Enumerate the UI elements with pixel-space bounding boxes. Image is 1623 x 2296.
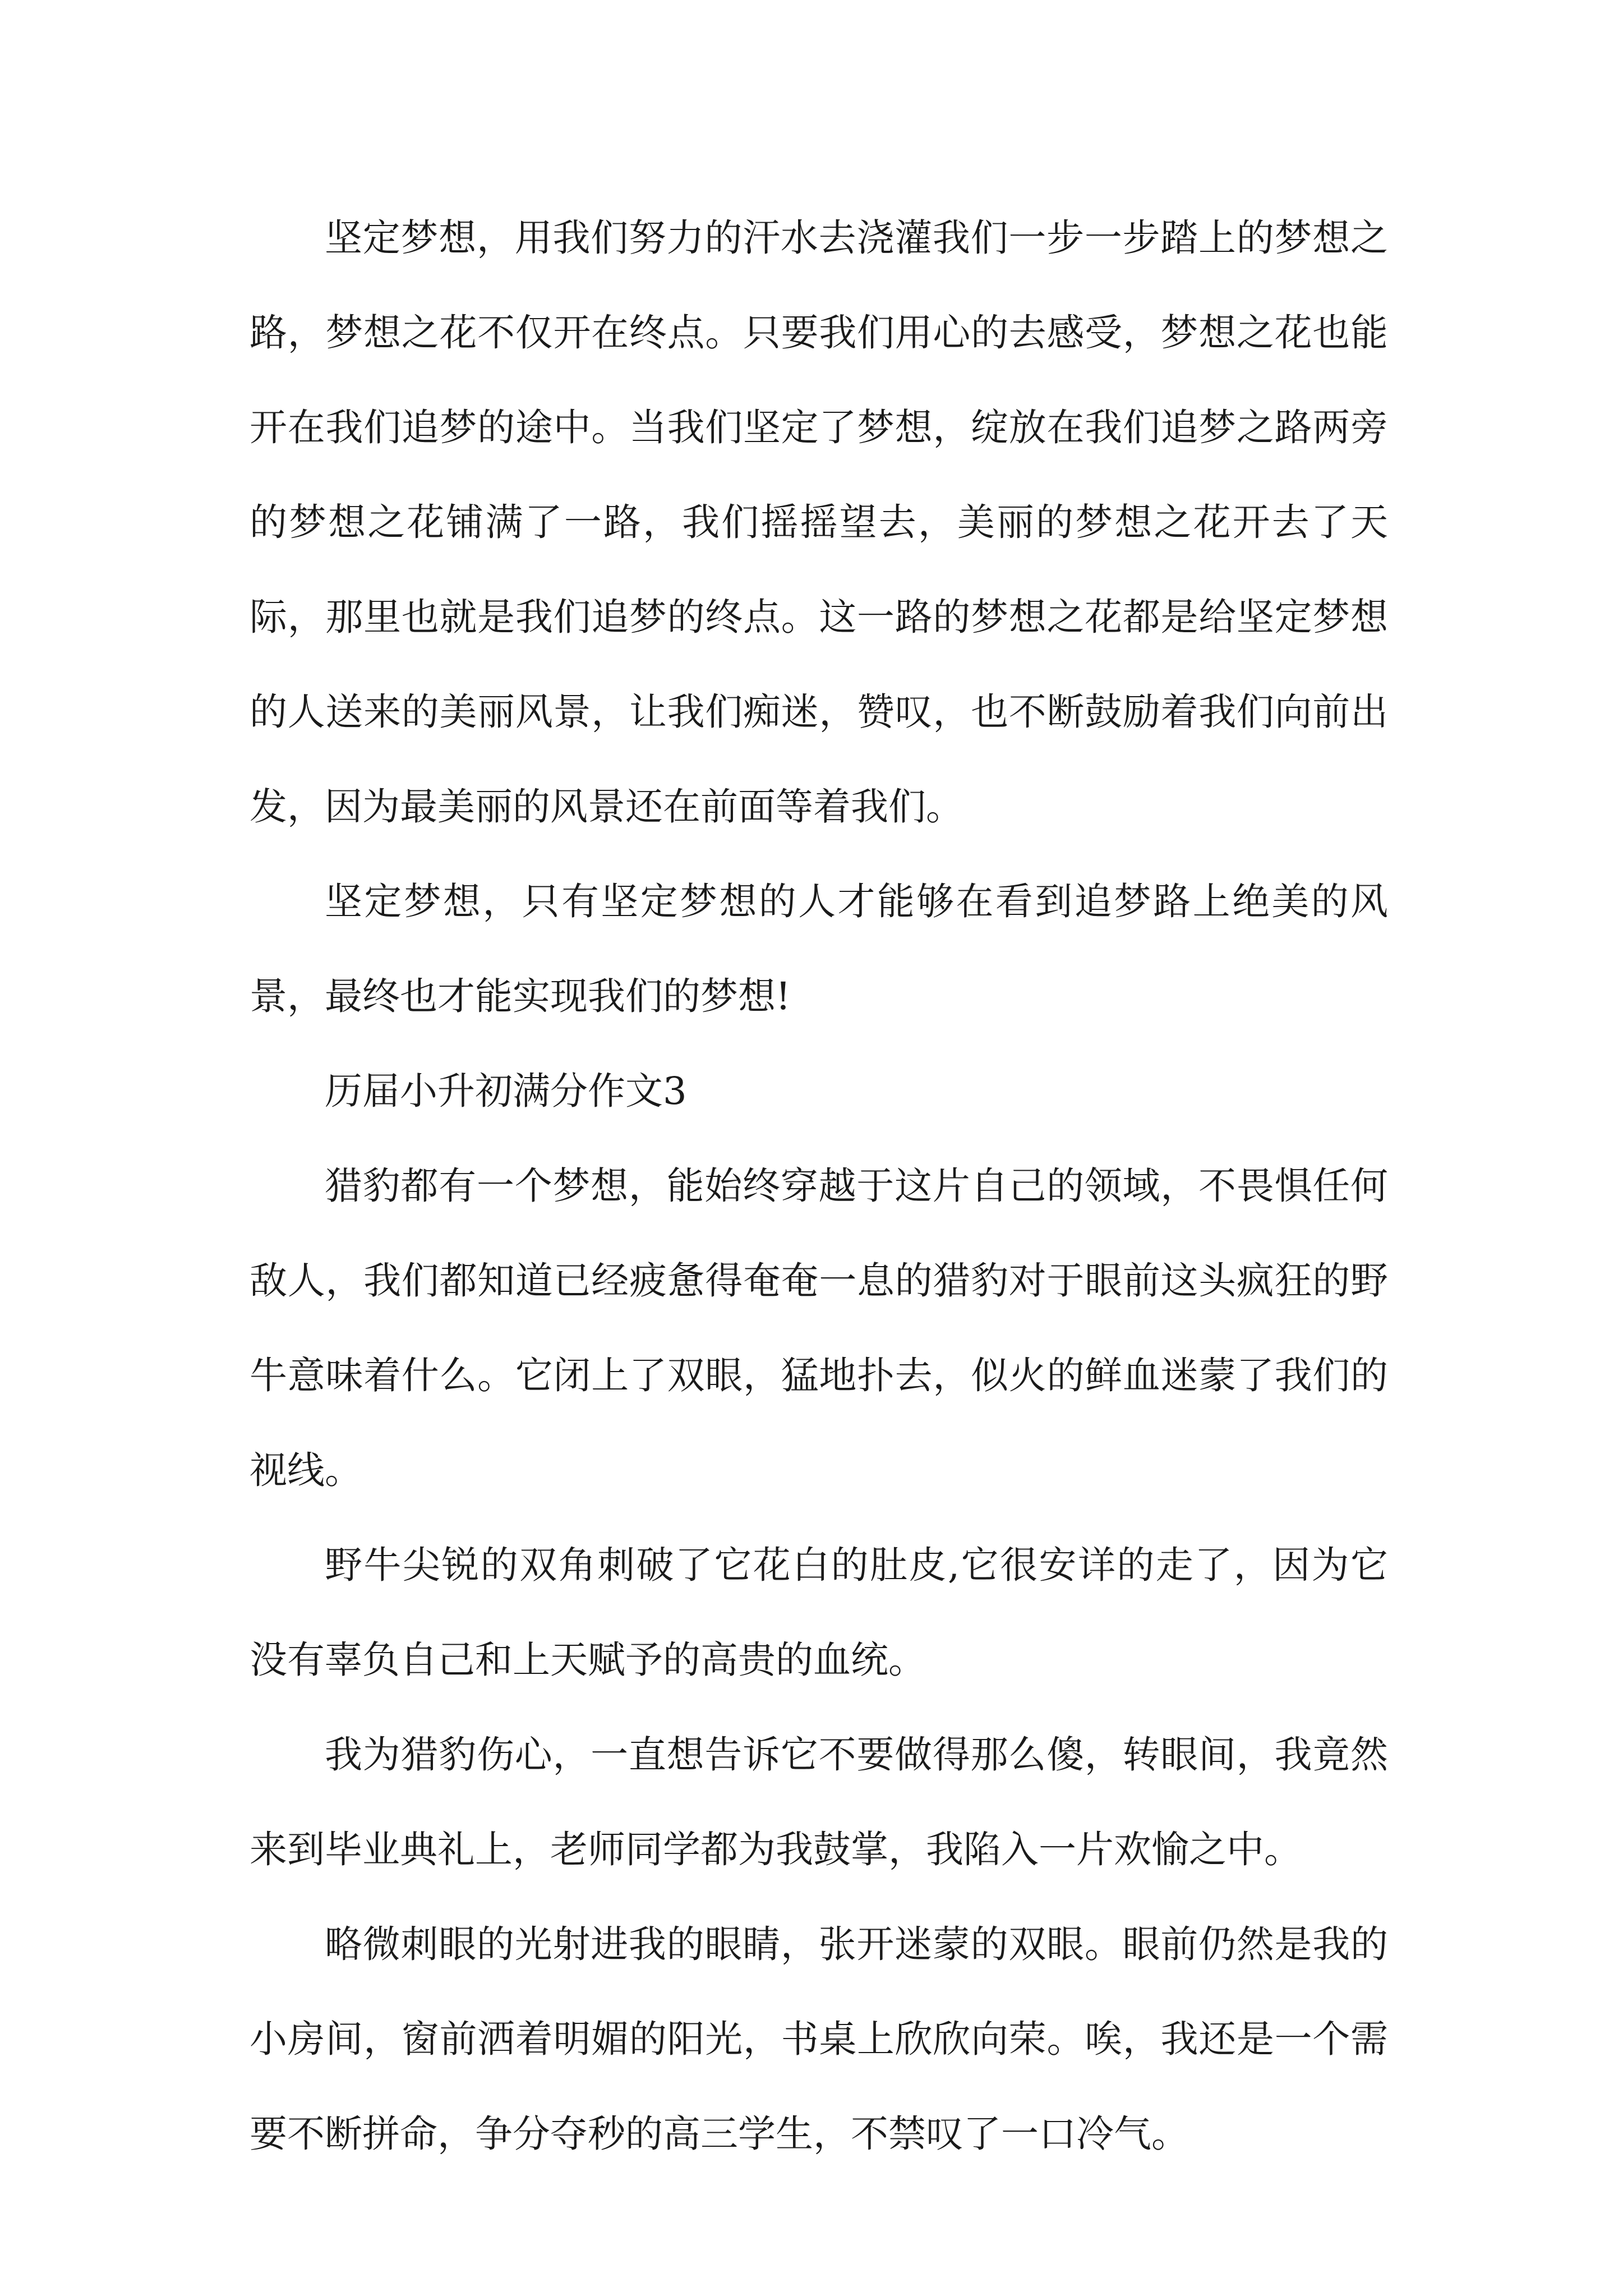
paragraph-cheetah: 猎豹都有一个梦想，能始终穿越于这片自己的领域，不畏惧任何敌人，我们都知道已经疲惫得奄奄一息的猎豹对于眼前这头疯狂的野牛意味着什么。它闭上了双眼，猛地扑去，似火的鲜血迷蒙了我们的视线。: [250, 1164, 1388, 1492]
paragraph-awakening: 略微刺眼的光射进我的眼睛，张开迷蒙的双眼。眼前仍然是我的小房间，窗前洒着明媚的阳光，书桌上欣欣向荣。唉，我还是一个需要不断拼命，争分夺秒的高三学生，不禁叹了一口冷气。: [250, 1922, 1388, 2156]
paragraph-dream-flowers: 坚定梦想，用我们努力的汗水去浇灌我们一步一步踏上的梦想之路，梦想之花不仅开在终点。只要我们用心的去感受，梦想之花也能开在我们追梦的途中。当我们坚定了梦想，绽放在我们追梦之路两旁的梦想之花铺满了一路，我们摇摇望去，美丽的梦想之花开去了天际，那里也就是我们追梦的终点。这一路的梦想之花都是给坚定梦想的人送来的美丽风景，让我们痴迷，赞叹，也不断鼓励着我们向前出发，因为最美丽的风景还在前面等着我们。: [250, 216, 1388, 829]
article-body: [250, 191, 1388, 2182]
paragraph-dream-conclusion: 坚定梦想，只有坚定梦想的人才能够在看到追梦路上绝美的风景，最终也才能实现我们的梦想!: [250, 880, 1388, 1018]
essay-heading: 历届小升初满分作文3: [325, 1069, 687, 1113]
paragraph-bull: 野牛尖锐的双角刺破了它花白的肚皮,它很安详的走了，因为它没有辜负自己和上天赋予的高贵的血统。: [250, 1543, 1388, 1682]
paragraph-graduation: 我为猎豹伤心，一直想告诉它不要做得那么傻，转眼间，我竟然来到毕业典礼上，老师同学都为我鼓掌，我陷入一片欢愉之中。: [250, 1733, 1388, 1871]
